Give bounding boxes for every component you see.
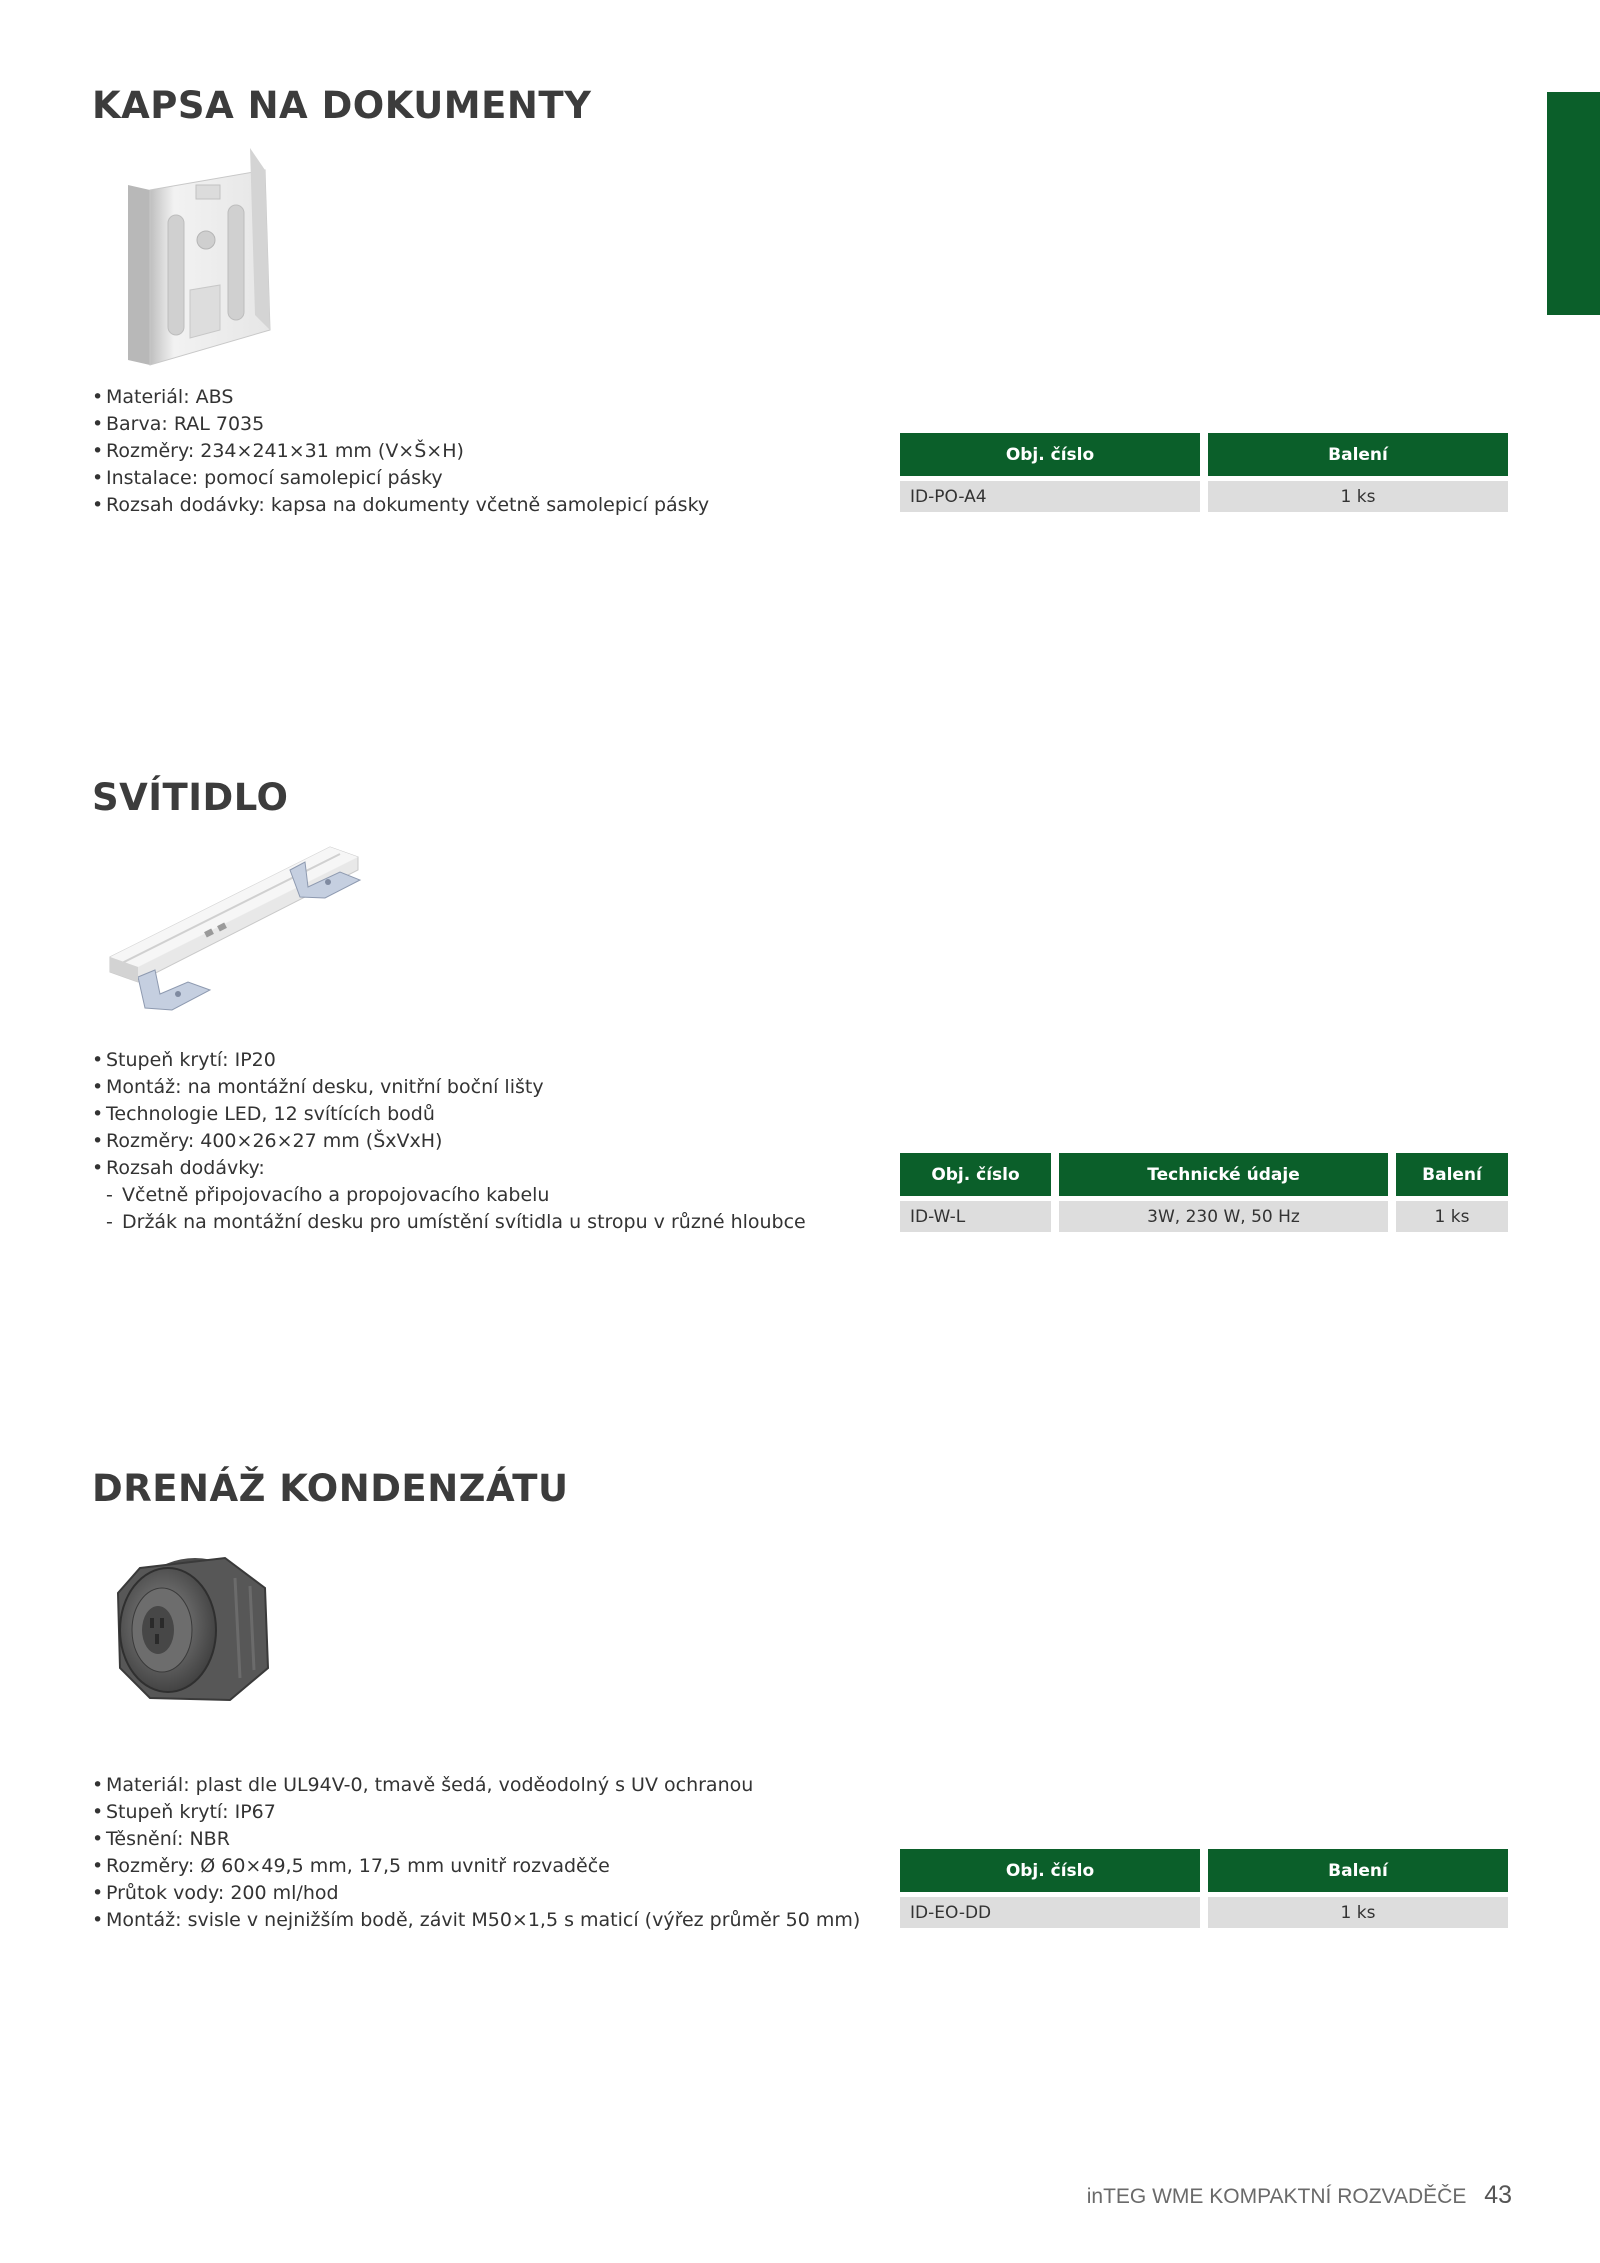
table-header: Technické údaje [1059, 1153, 1388, 1196]
spec-item: • Materiál: plast dle UL94V-0, tmavě šedá, voděodolný s UV ochranou [92, 1774, 754, 1796]
packaging: 1 ks [1396, 1201, 1508, 1232]
spec-item: • Montáž: na montážní desku, vnitřní boční lišty [92, 1076, 544, 1098]
table-row [900, 1897, 1508, 1928]
document-pocket-icon [110, 140, 280, 375]
table-row [900, 481, 1508, 512]
page-footer [1087, 2181, 1512, 2210]
led-light-bar-icon [100, 842, 370, 1022]
table-header: Obj. číslo [900, 1849, 1200, 1892]
spec-item: • Montáž: svisle v nejnižším bodě, závit M50×1,5 s maticí (výřez průměr 50 mm) [92, 1909, 861, 1931]
spec-item: • Rozměry: Ø 60×49,5 mm, 17,5 mm uvnitř rozvaděče [92, 1855, 610, 1877]
table-header: Balení [1396, 1153, 1508, 1196]
order-code: ID-PO-A4 [900, 481, 1200, 512]
table-header: Obj. číslo [900, 1153, 1051, 1196]
spec-list [92, 1772, 860, 1934]
packaging: 1 ks [1208, 1897, 1508, 1928]
spec-item: • Stupeň krytí: IP20 [92, 1049, 276, 1071]
footer-title: inTEG WME KOMPAKTNÍ ROZVADĚČE [1086, 2185, 1467, 2208]
spec-item: • Technologie LED, 12 svítících bodů [92, 1103, 435, 1125]
spec-subitem: - Včetně připojovacího a propojovacího kabelu [106, 1184, 550, 1206]
section-title: SVÍTIDLO [92, 776, 289, 819]
spec-item: • Těsnění: NBR [92, 1828, 230, 1850]
order-table [892, 428, 1516, 517]
spec-item: • Rozsah dodávky: [92, 1157, 265, 1179]
spec-item: • Materiál: ABS [92, 386, 234, 408]
packaging: 1 ks [1208, 481, 1508, 512]
spec-item: • Stupeň krytí: IP67 [92, 1801, 276, 1823]
spec-item: • Instalace: pomocí samolepicí pásky [92, 467, 443, 489]
order-code: ID-W-L [900, 1201, 1051, 1232]
section-title: DRENÁŽ KONDENZÁTU [92, 1467, 569, 1510]
spec-subitem: - Držák na montážní desku pro umístění svítidla u stropu v různé hloubce [106, 1211, 806, 1233]
spec-list [92, 384, 709, 519]
order-table [892, 1148, 1516, 1237]
section-title: KAPSA NA DOKUMENTY [92, 84, 592, 127]
spec-item: • Rozměry: 400×26×27 mm (ŠxVxH) [92, 1130, 443, 1152]
spec-item: • Barva: RAL 7035 [92, 413, 265, 435]
page-number: 43 [1484, 2181, 1512, 2209]
spec-list [92, 1047, 806, 1236]
chapter-tab [1547, 92, 1600, 315]
spec-item: • Rozměry: 234×241×31 mm (V×Š×H) [92, 440, 464, 462]
spec-item: • Průtok vody: 200 ml/hod [92, 1882, 339, 1904]
order-code: ID-EO-DD [900, 1897, 1200, 1928]
order-table [892, 1844, 1516, 1933]
technical-data: 3W, 230 W, 50 Hz [1059, 1201, 1388, 1232]
table-row [900, 1201, 1508, 1232]
table-header: Balení [1208, 1849, 1508, 1892]
table-header: Obj. číslo [900, 433, 1200, 476]
spec-item: • Rozsah dodávky: kapsa na dokumenty včetně samolepicí pásky [92, 494, 710, 516]
table-header: Balení [1208, 433, 1508, 476]
condensate-drain-icon [100, 1548, 275, 1713]
